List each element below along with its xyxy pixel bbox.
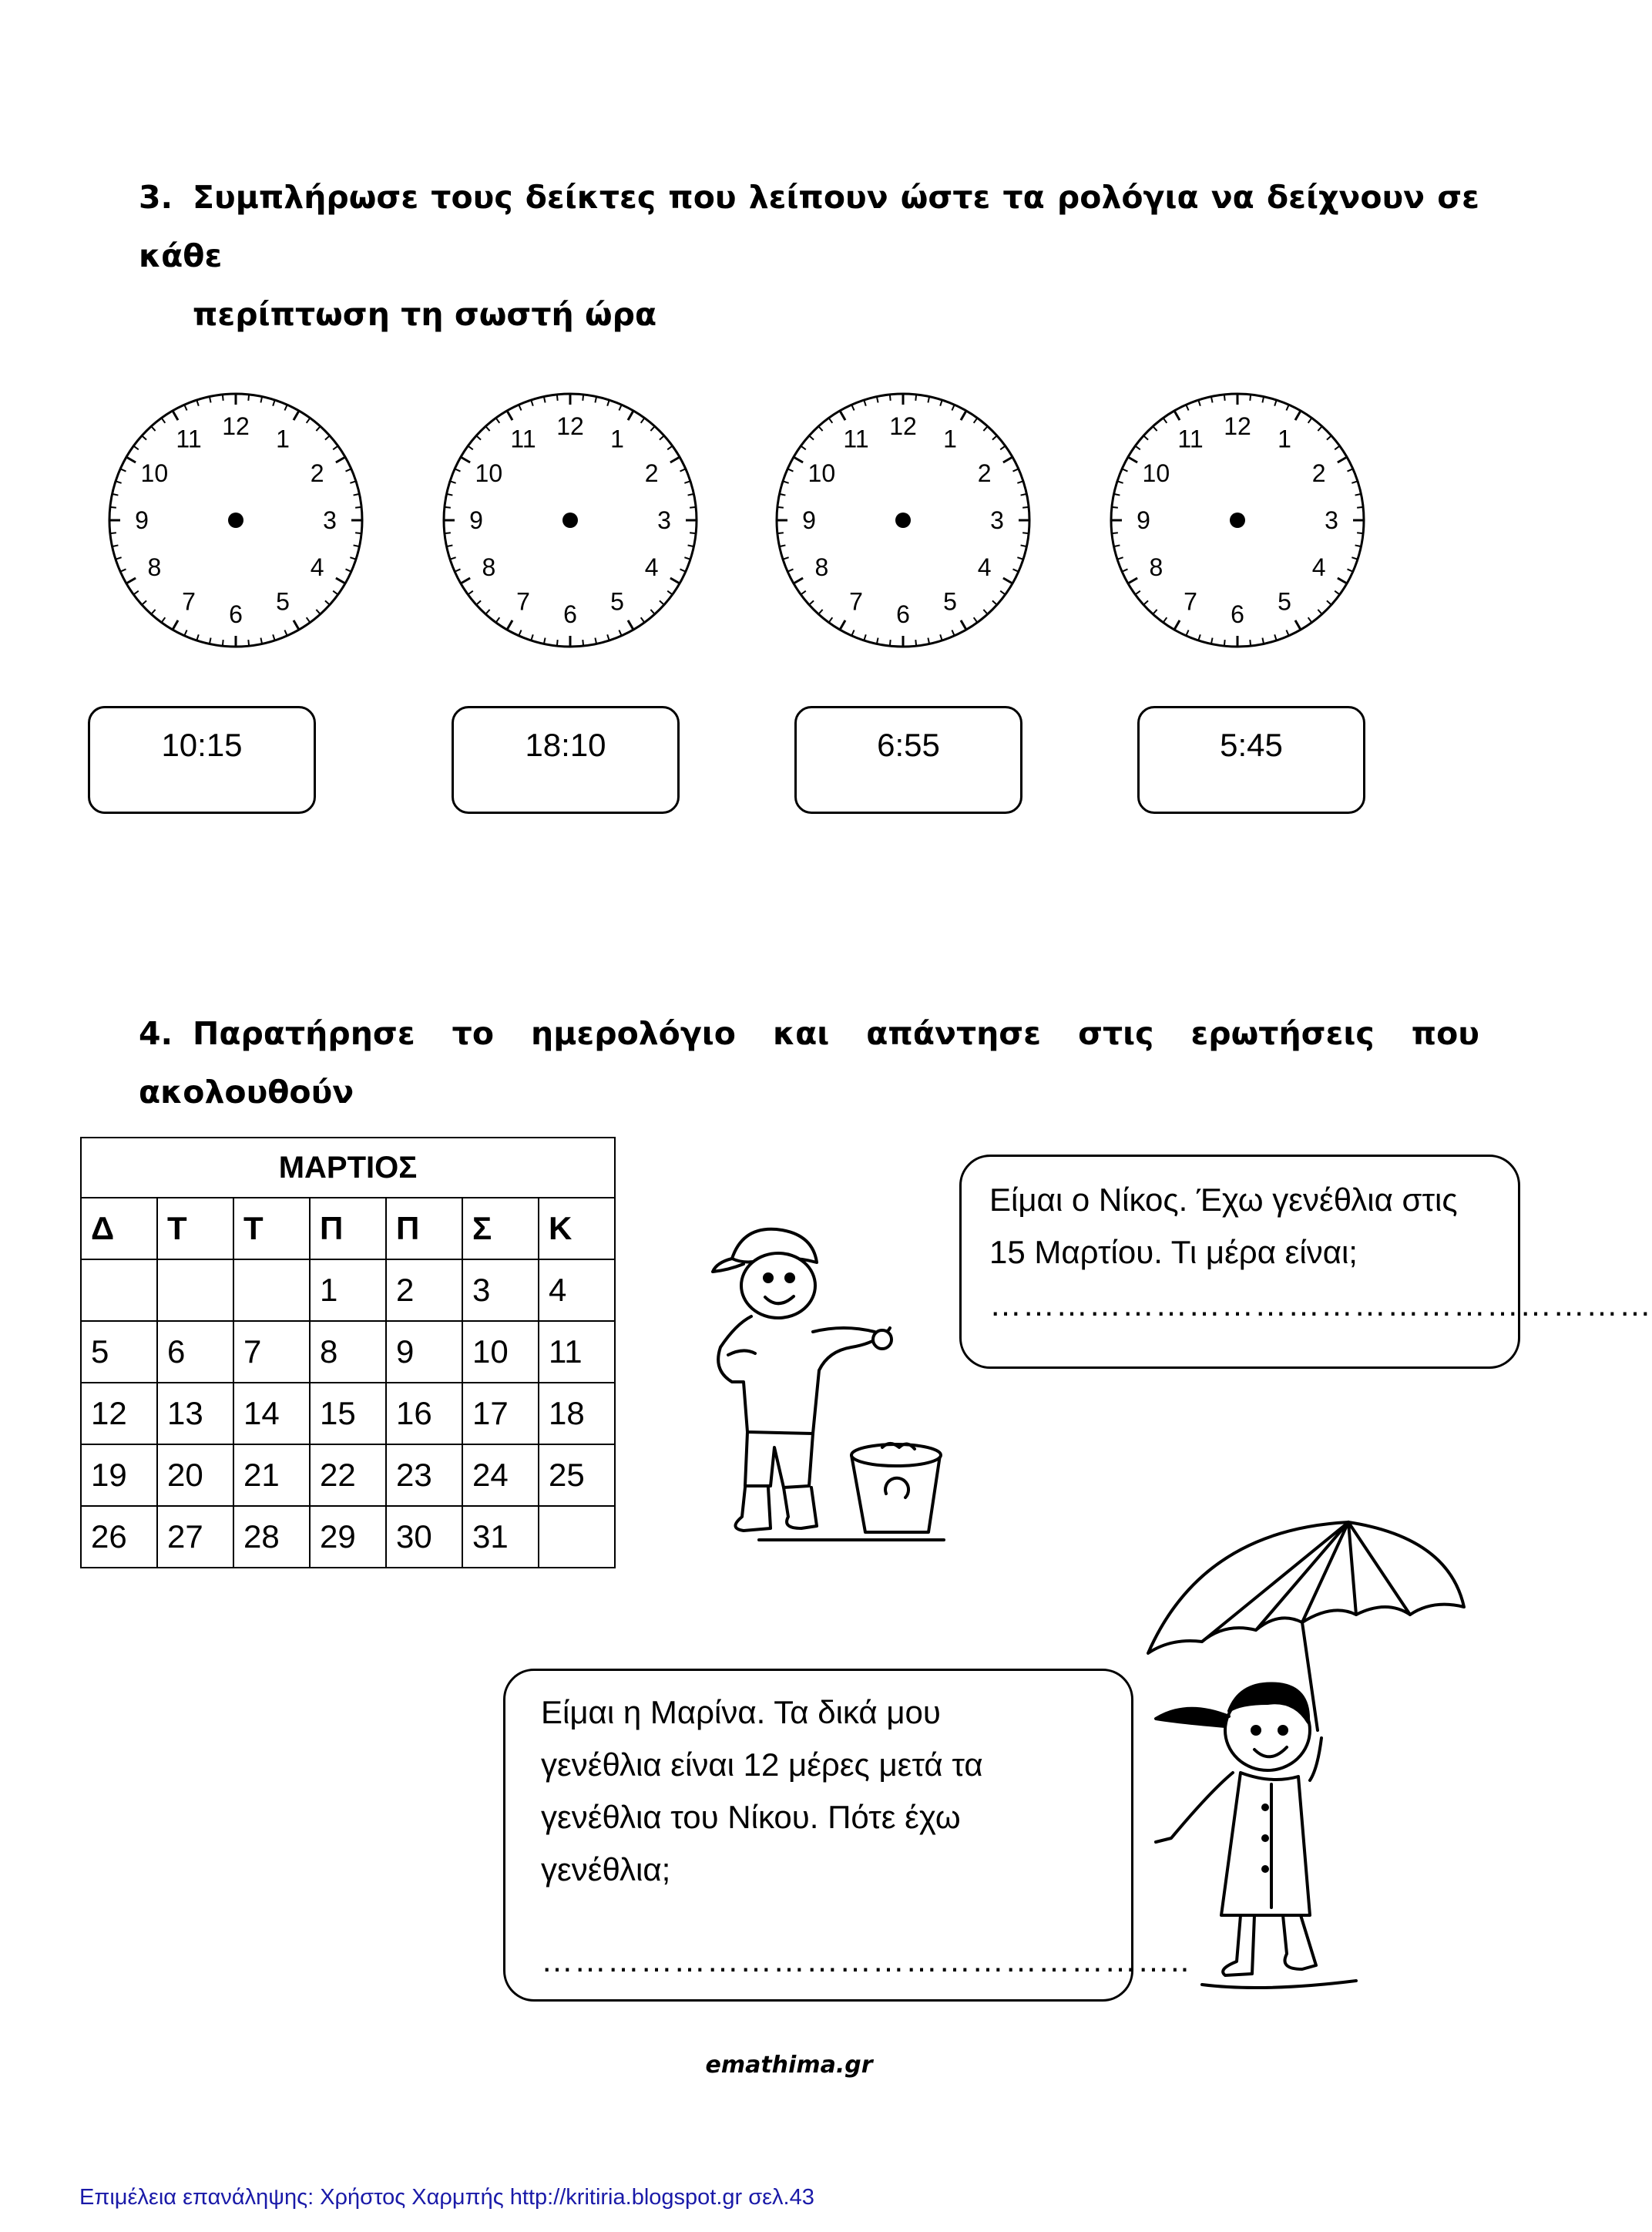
day-cell: 15: [310, 1383, 386, 1444]
question-3-title: [139, 168, 1479, 344]
clock-face-1[interactable]: [105, 389, 367, 651]
weekday-cell: Τ: [233, 1198, 310, 1259]
clock-number: 11: [176, 425, 202, 453]
clock-center-dot: [228, 513, 243, 528]
clock-face-4[interactable]: [1106, 389, 1368, 651]
clock-number: 10: [1142, 459, 1170, 487]
clock-number: 11: [1177, 425, 1204, 453]
clock-tick: [915, 395, 916, 401]
boy-recycling-illustration: [697, 1216, 975, 1555]
clock-number: 7: [849, 587, 863, 616]
time-label: 5:45: [1220, 727, 1283, 763]
clock-number: 1: [276, 425, 290, 453]
clock-number: 12: [222, 412, 250, 440]
clock-number: 4: [644, 553, 659, 581]
clock-center-dot: [895, 513, 911, 528]
clock-number: 9: [1137, 506, 1150, 534]
day-cell: 3: [462, 1259, 539, 1321]
clock-tick: [777, 507, 784, 508]
question-4-title: [139, 1004, 1479, 1121]
calendar-table: [80, 1137, 616, 1568]
day-cell: 21: [233, 1444, 310, 1506]
clock-number: 6: [896, 600, 910, 628]
clock-number: 4: [1311, 553, 1326, 581]
calendar-week-row: [81, 1444, 615, 1506]
clock-tick: [1022, 507, 1029, 508]
clock-tick: [690, 507, 696, 508]
day-cell: 11: [539, 1321, 615, 1383]
clock-tick: [445, 507, 451, 508]
time-box-3: [794, 706, 1022, 814]
clock-number: 11: [510, 425, 536, 453]
day-cell: 5: [81, 1321, 157, 1383]
day-cell: 18: [539, 1383, 615, 1444]
clock-number: 6: [1231, 600, 1244, 628]
clock-number: 3: [323, 506, 337, 534]
clock-number: 3: [1325, 506, 1338, 534]
bubble-text-line2: γενέθλια είναι 12 μέρες μετά τα: [541, 1746, 983, 1783]
day-cell: [157, 1259, 233, 1321]
clock-number: 7: [516, 587, 530, 616]
question-text: Παρατήρησε το ημερολόγιο και απάντησε στις ερωτήσεις που ακολουθούν: [139, 1015, 1479, 1111]
clock-number: 1: [1278, 425, 1291, 453]
day-cell: 6: [157, 1321, 233, 1383]
question-number: 3.: [139, 179, 173, 216]
answer-line[interactable]: …………………………………………………..: [541, 1942, 1190, 1978]
time-label: 18:10: [525, 727, 606, 763]
bubble-text-line2: 15 Μαρτίου. Τι μέρα είναι;: [989, 1234, 1358, 1270]
day-cell: 9: [386, 1321, 462, 1383]
bubble-text-line4: γενέθλια;: [541, 1851, 671, 1887]
weekday-cell: Δ: [81, 1198, 157, 1259]
day-cell: 29: [310, 1506, 386, 1568]
time-label: 6:55: [877, 727, 940, 763]
bubble-text-line3: γενέθλια του Νίκου. Πότε έχω: [541, 1799, 961, 1835]
girl-umbrella-illustration: [1125, 1514, 1479, 2008]
day-cell: 10: [462, 1321, 539, 1383]
credit-line[interactable]: Επιμέλεια επανάληψης: Χρήστος Χαρμπής http://kritiria.blogspot.gr σελ.43: [79, 2185, 814, 2210]
day-cell: 8: [310, 1321, 386, 1383]
clock-number: 7: [1184, 587, 1197, 616]
marina-speech-bubble: [503, 1669, 1190, 2002]
clock-number: 8: [482, 553, 496, 581]
clock-number: 5: [610, 587, 624, 616]
clock-tick: [557, 395, 558, 401]
day-cell: 1: [310, 1259, 386, 1321]
nikos-speech-bubble: [959, 1155, 1652, 1369]
clock-number: 2: [977, 459, 992, 487]
day-cell: 22: [310, 1444, 386, 1506]
day-cell: [233, 1259, 310, 1321]
clock-center-dot: [562, 513, 578, 528]
clock-tick: [557, 640, 558, 646]
day-cell: [81, 1259, 157, 1321]
clock-number: 2: [1311, 459, 1326, 487]
clock-number: 9: [469, 506, 483, 534]
time-label: 10:15: [161, 727, 243, 763]
day-cell: 14: [233, 1383, 310, 1444]
clock-number: 7: [182, 587, 196, 616]
clock-tick: [890, 395, 891, 401]
time-box-2: [452, 706, 680, 814]
day-cell: 20: [157, 1444, 233, 1506]
clock-number: 11: [843, 425, 869, 453]
question-text-line1: Συμπλήρωσε τους δείκτες που λείπουν ώστε τα ρολόγια να δείχνουν σε κάθε: [139, 179, 1479, 274]
clock-face-3[interactable]: [772, 389, 1034, 651]
clock-tick: [915, 640, 916, 646]
clock-tick: [110, 507, 116, 508]
clock-center-dot: [1230, 513, 1245, 528]
weekday-cell: Τ: [157, 1198, 233, 1259]
day-cell: 30: [386, 1506, 462, 1568]
clock-tick: [1224, 640, 1225, 646]
clock-number: 9: [802, 506, 816, 534]
clock-tick: [355, 507, 361, 508]
question-text-line2: περίπτωση τη σωστή ώρα: [193, 296, 657, 333]
clock-tick: [1250, 395, 1251, 401]
bubble-text-line1: Είμαι ο Νίκος. Έχω γενέθλια στις: [989, 1182, 1458, 1218]
weekday-cell: Κ: [539, 1198, 615, 1259]
clock-number: 12: [889, 412, 917, 440]
clock-tick: [890, 640, 891, 646]
calendar-week-row: [81, 1259, 615, 1321]
day-cell: 17: [462, 1383, 539, 1444]
clock-number: 8: [147, 553, 162, 581]
clock-number: 6: [229, 600, 243, 628]
clock-face-2[interactable]: [439, 389, 701, 651]
clock-number: 5: [276, 587, 290, 616]
calendar-weekday-row: [81, 1198, 615, 1259]
clock-tick: [1250, 640, 1251, 646]
time-box-4: [1137, 706, 1365, 814]
day-cell: 25: [539, 1444, 615, 1506]
day-cell: 23: [386, 1444, 462, 1506]
clock-number: 4: [977, 553, 992, 581]
clock-number: 1: [610, 425, 624, 453]
clock-number: 5: [1278, 587, 1291, 616]
clock-number: 8: [814, 553, 829, 581]
clock-tick: [1357, 507, 1363, 508]
day-cell: 26: [81, 1506, 157, 1568]
clock-tick: [1112, 507, 1118, 508]
clock-number: 6: [563, 600, 577, 628]
time-box-1: [88, 706, 316, 814]
clock-tick: [1224, 395, 1225, 401]
clock-tick: [248, 395, 249, 401]
calendar-week-row: [81, 1506, 615, 1568]
day-cell: [539, 1506, 615, 1568]
bubble-text-line1: Είμαι η Μαρίνα. Τα δικά μου: [541, 1694, 941, 1730]
clock-number: 9: [135, 506, 149, 534]
site-footer: emathima.gr: [705, 2052, 873, 2079]
calendar-month: ΜΑΡΤΙΟΣ: [81, 1138, 615, 1198]
clock-number: 12: [1224, 412, 1251, 440]
day-cell: 4: [539, 1259, 615, 1321]
day-cell: 2: [386, 1259, 462, 1321]
day-cell: 7: [233, 1321, 310, 1383]
clock-number: 5: [943, 587, 957, 616]
day-cell: 31: [462, 1506, 539, 1568]
clock-number: 2: [644, 459, 659, 487]
clock-number: 12: [556, 412, 584, 440]
day-cell: 16: [386, 1383, 462, 1444]
answer-line[interactable]: ……………………………………………………: [989, 1286, 1652, 1323]
day-cell: 27: [157, 1506, 233, 1568]
clock-number: 8: [1149, 553, 1163, 581]
clock-number: 4: [310, 553, 324, 581]
day-cell: 19: [81, 1444, 157, 1506]
weekday-cell: Σ: [462, 1198, 539, 1259]
clock-number: 10: [808, 459, 836, 487]
calendar-week-row: [81, 1321, 615, 1383]
day-cell: 12: [81, 1383, 157, 1444]
calendar-week-row: [81, 1383, 615, 1444]
weekday-cell: Π: [386, 1198, 462, 1259]
question-number: 4.: [139, 1015, 173, 1052]
clock-number: 10: [475, 459, 503, 487]
clock-number: 1: [943, 425, 957, 453]
weekday-cell: Π: [310, 1198, 386, 1259]
clock-number: 10: [140, 459, 169, 487]
day-cell: 24: [462, 1444, 539, 1506]
clock-number: 3: [657, 506, 671, 534]
day-cell: 13: [157, 1383, 233, 1444]
day-cell: 28: [233, 1506, 310, 1568]
clock-number: 3: [990, 506, 1004, 534]
clock-number: 2: [310, 459, 324, 487]
clock-tick: [248, 640, 249, 646]
